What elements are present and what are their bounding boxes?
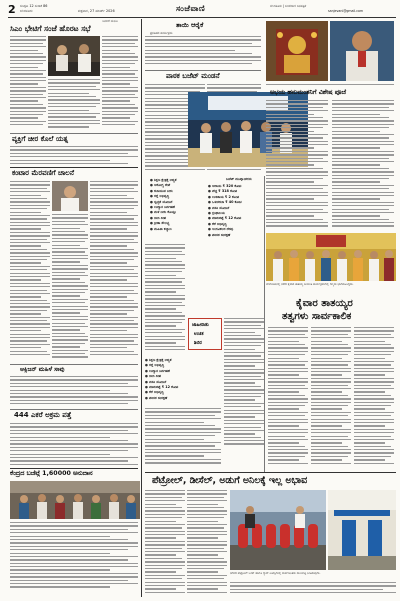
ad-line1: ಜಾಹೀರಾತು — [192, 323, 209, 328]
budget-item: ● ಕೆರೆ ಅಭಿವೃದ್ಧಿ — [208, 222, 266, 227]
story4-body-col1 — [266, 100, 328, 230]
budget-item: ● ಆದಾಯ ₹ 320 ಕೋಟಿ — [208, 184, 266, 189]
budget-box-title: ಬಜೆಟ್ ಮುಖ್ಯಾಂಶಗಳು — [226, 177, 252, 181]
story6-body-col2 — [52, 214, 88, 361]
person-photo — [330, 21, 394, 81]
story1-headline: ಸಿಎಂ ಭೇಟಿಗೆ ಸಂಜೆ ಹೊರಟ ಸಭೆ — [10, 24, 91, 33]
budget-item: ● ಉಳಿತಾಯ ₹ 2 ಕೋಟಿ — [208, 195, 266, 200]
email-info: sanjevani@gmail.com — [328, 9, 364, 13]
story6-body-col1 — [10, 181, 50, 361]
story2-body — [145, 36, 261, 68]
story1-body-col2 — [102, 36, 138, 130]
page-number: 2 — [8, 3, 16, 16]
budget-item: ● ಶಿಕ್ಷಣ ಕ್ಷೇತ್ರಕ್ಕೆ ಆದ್ಯತೆ — [150, 178, 206, 183]
city-info: ಬೆಂಗಳೂರು — [20, 9, 33, 13]
middle-list — [145, 358, 221, 401]
story10-photo — [10, 481, 140, 519]
story6-body-col3 — [90, 181, 138, 361]
story9-headline: 444 ಎಕರೆ ಅಕ್ರಮ ಪತ್ತೆ — [14, 411, 72, 419]
budget-list-col2 — [208, 184, 266, 238]
bottom-story-rule — [145, 472, 396, 473]
story8-headline: ಆಕ್ಸಿಜನ್ ಮಹಿಳೆ ಸಾವು — [20, 366, 65, 373]
story7-headline-2: ತತ್ವಗಳು ಸಾರ್ವಕಾಲಿಕ — [282, 311, 352, 322]
divider-5 — [10, 468, 138, 469]
budget-item: ● ಮಳೆ ನೀರು ಕೊಯ್ಲು — [150, 210, 206, 215]
story2-headline: ತಾಯಿ ಆರೈಕೆ — [176, 21, 204, 29]
story6-photo — [52, 181, 88, 211]
story11-body-col2 — [187, 490, 227, 596]
edition-info: ಸಂಪುಟ 12 ಸಂಚಿಕೆ 86 — [20, 4, 48, 8]
story2-sub: ಪ್ರಗತಿಪರ ಕಾರ್ಯಕ್ರಮ — [150, 31, 173, 35]
story7-body-col2 — [311, 327, 351, 469]
middle-body-col1 — [145, 244, 185, 354]
story7-headline-1: ಕೈವಾರ ತಾತಯ್ಯರ — [296, 298, 353, 309]
story10-body — [10, 522, 138, 592]
temple-photo — [266, 21, 328, 81]
budget-item: ● ಕ್ರೀಡಾ ಸೌಲಭ್ಯ — [150, 221, 206, 226]
story4-headline: ಅಭಯ ಹನುಮಂತನಿಗೆ ವಿಶೇಷ ಪೂಜೆ — [270, 89, 347, 96]
budget-item: ● ಗ್ರಂಥಾಲಯ — [208, 211, 266, 216]
budget-item: ● ವೆಚ್ಚ ₹ 318 ಕೋಟಿ — [208, 189, 266, 194]
middle-body-col3 — [145, 408, 221, 468]
ad-line3: ಶಿಬಿರ — [194, 341, 202, 346]
middle-body-col2 — [224, 318, 264, 450]
list-item: ● ಉದ್ಯಾನ ನಿರ್ವಹಣೆ — [145, 369, 221, 374]
divider-4 — [10, 409, 138, 410]
story10-headline: ಕೆಂದ್ರದ ಬಜೆಟ್ಗೆ 1,60000 ಅನುದಾನ — [10, 470, 93, 477]
budget-list-col1 — [150, 178, 206, 232]
divider-2 — [10, 167, 138, 168]
divider-6 — [145, 70, 261, 71]
list-item: ● ಶಿಕ್ಷಣ ಕ್ಷೇತ್ರಕ್ಕೆ ಆದ್ಯತೆ — [145, 358, 221, 363]
story11-headline: ಪೆಟ್ರೋಲ್, ಡೀಸೆಲ್, ಅಡುಗೆ ಅನಿಲಕ್ಕೆ ಇಲ್ಲ ಅಭಾವ — [152, 475, 308, 486]
right-top-body — [266, 84, 394, 88]
list-item: ● ಮಾರುಕಟ್ಟೆ ₹ 12 ಕೋಟಿ — [145, 385, 221, 390]
page-header — [8, 3, 396, 17]
budget-item: ● ವಸತಿ ಯೋಜನೆ — [208, 206, 266, 211]
list-item: ● ಬೀದಿ ದೀಪ — [145, 374, 221, 379]
budget-item: ● ಸ್ವಚ್ಛತೆ ಯೋಜನೆ — [150, 200, 206, 205]
right-info: ಬೆಂಗಳೂರು | ಸಂಜೆವಾಣಿ ದಿನಪತ್ರಿಕೆ — [270, 4, 307, 8]
list-item: ● ವಸತಿ ಯೋಜನೆ — [145, 380, 221, 385]
story1-kicker: ಜನರಿಗೆ ಮನವಿ — [102, 19, 118, 23]
budget-item: ● ಮಾರುಕಟ್ಟೆ ₹ 12 ಕೋಟಿ — [208, 216, 266, 221]
budget-item: ● ಪರಿಸರ ಸಂರಕ್ಷಣೆ — [208, 233, 266, 238]
story11-body-col3 — [230, 582, 396, 596]
story7-body-col3 — [354, 327, 394, 469]
date-info: ಶುಕ್ರವಾರ, 27 ಮಾರ್ಚ್ 2026 — [78, 9, 115, 13]
divider-3 — [10, 364, 138, 365]
ad-box — [188, 318, 222, 350]
budget-item: ● ಮಹಿಳಾ ಕಲ್ಯಾಣ — [150, 227, 206, 232]
budget-item: ● ಒಳಚರಂಡಿ ₹ 40 ಕೋಟಿ — [208, 200, 266, 205]
gas-cylinder-photo — [230, 490, 326, 570]
budget-item: ● ಬೀದಿ ದೀಪ — [150, 216, 206, 221]
story11-body-col1 — [145, 490, 185, 596]
ad-line2: ಉಚಿತ — [194, 332, 204, 337]
header-rule — [8, 17, 396, 18]
column-rule-left — [141, 19, 142, 597]
story1-body-col1 — [10, 36, 46, 130]
story4-body-col2 — [332, 100, 394, 230]
story7-body-col1 — [268, 327, 308, 469]
story3-headline: ಪಾಠಕ ಬಜೆಟ್ ಮಂಡನೆ — [166, 72, 220, 80]
budget-item: ● ಅಂಗವಿಕಲರ ನೆರವು — [208, 227, 266, 232]
story8-body — [10, 376, 138, 408]
petrol-pump-photo — [328, 490, 396, 570]
list-item: ● ಕೆರೆ ಅಭಿವೃದ್ಧಿ — [145, 390, 221, 395]
story1-photo — [48, 36, 100, 76]
story5-headline: ವ್ಯಕ್ತಿಗೆ ಚೀರ ಕೊಲೆ ಯತ್ನ — [12, 135, 68, 143]
story1-body-col3 — [48, 79, 100, 131]
story9-body — [10, 423, 138, 467]
list-item: ● ಪರಿಸರ ಸಂರಕ್ಷಣೆ — [145, 396, 221, 401]
list-item: ● ರಸ್ತೆ ಅಭಿವೃದ್ಧಿ — [145, 363, 221, 368]
vertical-rule-mid — [264, 176, 265, 472]
story11-caption: ನಗರದ ಪೆಟ್ರೋಲ್ ಬಂಕ್ ಹಾಗೂ ಗ್ಯಾಸ್ ಏಜೆನ್ಸಿಗಳಲ್ಲಿ ಸಾರ್ವಜನಿಕರು ಸಾಲುಗಟ್ಟಿ ನಿಂತಿರುವುದು. — [230, 572, 321, 575]
masthead-logo: ಸಂಜೆವಾಣಿ — [176, 4, 206, 13]
story5-body — [10, 146, 138, 166]
budget-item: ● ಉದ್ಯಾನ ನಿರ್ವಹಣೆ — [150, 205, 206, 210]
budget-item: ● ರಸ್ತೆ ಅಭಿವೃದ್ಧಿ — [150, 194, 206, 199]
group-photo-caption: ಬೆಂಗಳೂರಿನಲ್ಲಿ ನಡೆದ ಕೈವಾರ ತಾತಯ್ಯ ಜಯಂತಿ ಕಾರ್ಯಕ್ರಮದಲ್ಲಿ ಗಣ್ಯರು ಭಾಗವಹಿಸಿದ್ದರು. — [266, 283, 354, 286]
group-photo — [266, 233, 396, 281]
budget-item: ● ಕುಡಿಯುವ ನೀರು — [150, 189, 206, 194]
divider-1 — [10, 133, 138, 134]
budget-item: ● ಆರೋಗ್ಯ ಸೇವೆ — [150, 183, 206, 188]
story6-headline: ಕಂಟಾರ ಮೆರವಣಿಗೆ ಚಾಲನೆ — [12, 169, 75, 177]
